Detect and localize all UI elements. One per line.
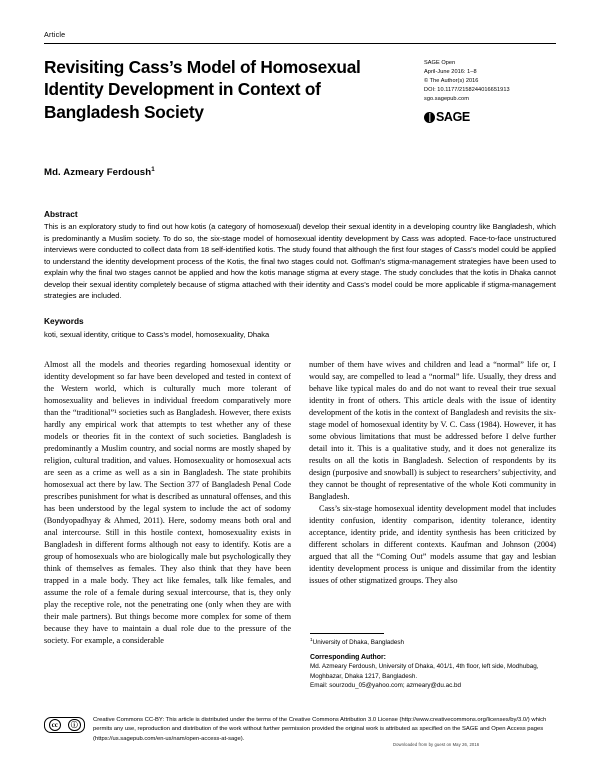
license-footer	[44, 716, 556, 747]
cc-icon: cc	[49, 719, 62, 732]
cc-by-icon: ⓘ	[68, 719, 81, 732]
journal-website[interactable]: sgo.sagepub.com	[424, 96, 469, 103]
affiliation-marker: 1	[310, 638, 313, 643]
article-type-label: Article	[44, 30, 66, 39]
sage-logo-text: SAGE	[436, 110, 470, 125]
license-statement: Creative Commons CC-BY: This article is distributed under the terms of the Creative Commons Attribution 3.0 License (http://www.creativecommons.org/licenses/by/3.0/) which permits any use, reproduction and distribution of the work without further permission provided the original work is attributed as specified on the SAGE and Open Access pages (https://us.sagepub.com/en-us/nam/open-access-at-sage).	[93, 717, 547, 742]
journal-name: SAGE Open	[424, 60, 456, 66]
journal-metadata	[424, 56, 556, 127]
journal-copyright: © The Author(s) 2016	[424, 78, 479, 85]
paragraph: Almost all the models and theories regarding homosexual identity or identity development so far have been developed and tested in context of the Western world, which is culturally much more tolerant of homosexuality and believes in individual freedom comparatively more than the “traditional”¹ societies such as Bangladesh. However, there exists hardly any empirical work that attempts to test whether any of these models or theories fit in the context of such societies. Bangladesh is predominantly a Muslim country, and social norms are mostly shaped by religion, cultural tradition, and values. Homosexuality or homosexual acts are seen as a crime as well as a sin in Bangladesh. The state prohibits homosexual act there by law. The Section 377 of Bangladesh Penal Code prescribes punishment for what is described as unnatural offenses, and this has been understood by the legal system to include the act of sodomy (Bondyopadhyay & Ahmed, 2011). Here, sodomy means both oral and anal intercourse. Still in this hostile context, homosexuality exists in Bangladesh in different forms although not easy to identify. Kotis are a group of homosexuals who are biologically male but psychologically they think of themselves as females. They also think that they have been trapped in a male body. They act like females, talk like females, and assume the role of a female during sexual intercourse, that is, they only play the receptive role, not the penetrating one (only when they are with their male partners). But things become more complex for some of them because they have to maintain a dual role due to the pressure of the society. For example, a considerable	[44, 360, 291, 646]
sage-logo-mark-icon	[424, 112, 435, 123]
creative-commons-badge-icon	[44, 717, 85, 733]
corresponding-author-heading: Corresponding Author:	[310, 654, 386, 662]
abstract-text: This is an exploratory study to find out how kotis (a category of homosexual) develop their sexual identity in a developing country like Bangladesh, which is predominantly a Muslim society. To do so, the six-stage model of homosexual identity development by Cass was adopted. Face-to-face unstructured interviews were conducted to collect data from 18 self-identified kotis. The study found that although the first four stages of Cass’s model could be applied to understand the identity development process of the Kotis, the final two stages could not. Goffman’s stigma-management strategies have been used to explain why the final two stages cannot be applied and how the kotis manage stigma at every stage. The study concludes that the kotis in Dhaka cannot develop their sexual identity completely because of stigma attached with their identity and Cass’s model could be more applicable if stigma-management strategies are included.	[44, 222, 556, 300]
author-byline	[44, 166, 556, 178]
author-affiliation-marker: 1	[151, 166, 155, 174]
page-title: Revisiting Cass’s Model of Homosexual Identity Development in Context of Bangladesh Society	[44, 57, 361, 122]
footnote-block	[310, 633, 557, 691]
author-affiliation	[310, 638, 557, 647]
keywords-text: koti, sexual identity, critique to Cass’s model, homosexuality, Dhaka	[44, 329, 270, 339]
license-text	[93, 716, 556, 747]
title-block	[44, 56, 556, 127]
journal-issue: April-June 2016: 1–8	[424, 69, 477, 76]
corresponding-author-address: Md. Azmeary Ferdoush, University of Dhaka, 401/1, 4th floor, left side, Modhubag, Moghbazar, Dhaka 1217, Bangladesh.	[310, 663, 539, 680]
affiliation-text: University of Dhaka, Bangladesh	[312, 639, 405, 647]
paragraph: Cass’s six-stage homosexual identity development model that includes identity confusion, identity comparison, identity tolerance, identity acceptance, identity pride, and identity synthesis has been criticized by different scholars in different contexts. Kaufman and Johnson (2004) argued that all the “Coming Out” models assume that gay and lesbian identity development process is unique and dissimilar from the identity issues of other stigmatized groups. They also	[309, 504, 556, 586]
header-divider	[44, 43, 556, 44]
sage-logo	[424, 107, 556, 127]
keywords-heading: Keywords	[44, 316, 84, 327]
download-stamp: Downloaded from by guest on May 26, 2016	[393, 742, 480, 747]
journal-doi: DOI: 10.1177/2158244016651913	[424, 87, 510, 94]
abstract-section	[44, 209, 556, 341]
footnote-divider	[310, 633, 384, 634]
author-name: Md. Azmeary Ferdoush	[44, 167, 152, 179]
corresponding-author-email[interactable]: Email: sourzodu_05@yahoo.com; azmeary@du.ac.bd	[310, 682, 462, 690]
body-column-left	[44, 359, 291, 689]
abstract-heading: Abstract	[44, 208, 78, 219]
paragraph: number of them have wives and children and lead a “normal” life or, I would say, are compelled to lead a “normal” life. Usually, they dress and behave like typical males do and do not want to reveal their true sexual identity in front of others. This article deals with the issue of identity development of the kotis in the context of Bangladesh and revisits the six-stage model of homosexual identity by V. C. Cass (1984). However, it has some obvious limitations that must be addressed before I delve further detail into it. This is a qualitative study, and it does not generalize its results on all the kotis in Bangladesh. Selection of respondents by its design (purposive and snowball) is subject to researchers’ subjectivity, and they cannot be thought of representative of the whole Koti community in Bangladesh.	[309, 360, 556, 502]
